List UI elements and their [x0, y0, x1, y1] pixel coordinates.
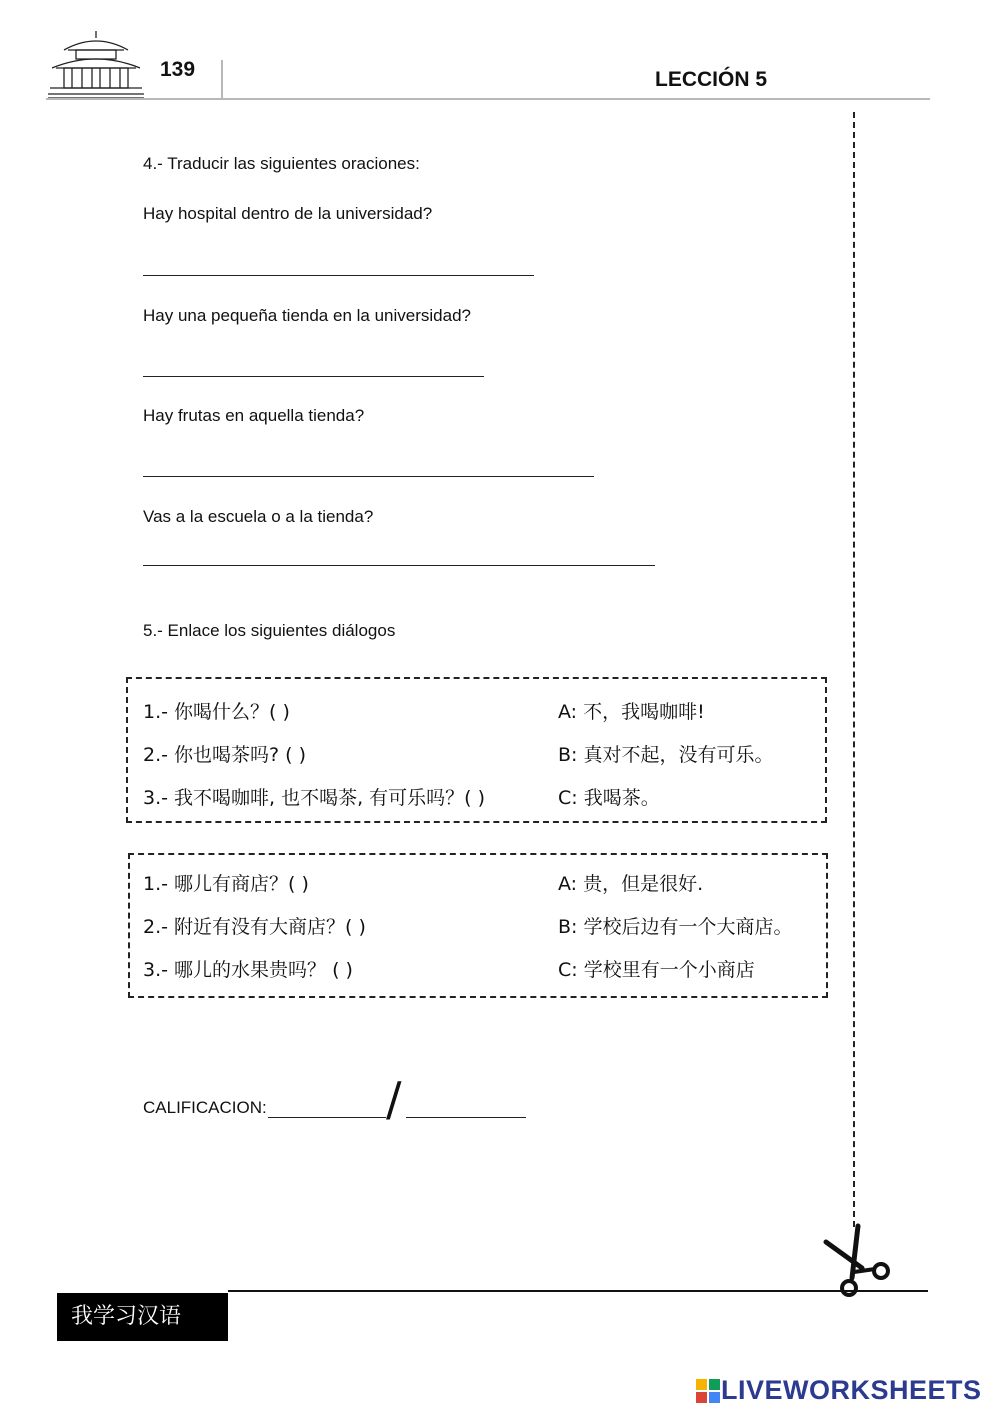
dialogue-1-question-3: 3.- 我不喝咖啡, 也不喝茶, 有可乐吗？( ) — [143, 787, 486, 809]
header-divider — [221, 60, 223, 100]
question-2: Hay una pequeña tienda en la universidad? — [143, 306, 471, 325]
header-rule — [46, 98, 930, 100]
lesson-title: LECCIÓN 5 — [655, 68, 768, 91]
grade-separator: / — [386, 1072, 402, 1126]
question-3: Hay frutas en aquella tienda? — [143, 406, 365, 425]
brand-icon — [695, 1378, 721, 1404]
page-number: 139 — [160, 58, 196, 81]
dialogue-1-answer-c: C: 我喝茶。 — [558, 787, 660, 809]
question-1: Hay hospital dentro de la universidad? — [143, 204, 433, 223]
answer-line-2[interactable] — [143, 376, 484, 377]
question-4: Vas a la escuela o a la tienda? — [143, 507, 374, 526]
cut-line — [853, 112, 855, 1227]
dialogue-1-answer-a: A: 不，我喝咖啡! — [558, 701, 705, 723]
dialogue-2-question-3: 3.- 哪儿的水果贵吗？ ( ) — [143, 959, 353, 981]
exercise4-title: 4.- Traducir las siguientes oraciones: — [143, 154, 420, 173]
grade-score-line[interactable] — [268, 1117, 386, 1118]
dialogue-1-question-2: 2.- 你也喝茶吗? ( ) — [143, 744, 307, 766]
dialogue-2-answer-a: A: 贵，但是很好. — [558, 873, 704, 895]
brand-logo — [695, 1375, 982, 1406]
dialogue-1-answer-b: B: 真对不起，没有可乐。 — [558, 744, 774, 766]
dialogue-2-answer-b: B: 学校后边有一个大商店。 — [558, 916, 793, 938]
grade-total-line[interactable] — [406, 1117, 526, 1118]
dialogue-2-answer-c: C: 学校里有一个小商店 — [558, 959, 755, 981]
dialogue-1-question-1: 1.- 你喝什么？( ) — [143, 701, 290, 723]
exercise5-title: 5.- Enlace los siguientes diálogos — [143, 621, 396, 640]
footer-rule — [228, 1290, 928, 1292]
footer-title: 我学习汉语 — [57, 1293, 228, 1341]
temple-logo — [46, 28, 146, 100]
dialogue-2-question-2: 2.- 附近有没有大商店？( ) — [143, 916, 366, 938]
answer-line-3[interactable] — [143, 476, 594, 477]
dialogue-2-question-1: 1.- 哪儿有商店？( ) — [143, 873, 309, 895]
answer-line-1[interactable] — [143, 275, 534, 276]
grade-label: CALIFICACION: — [143, 1098, 267, 1117]
brand-name: LIVEWORKSHEETS — [721, 1375, 982, 1405]
answer-line-4[interactable] — [143, 565, 655, 566]
